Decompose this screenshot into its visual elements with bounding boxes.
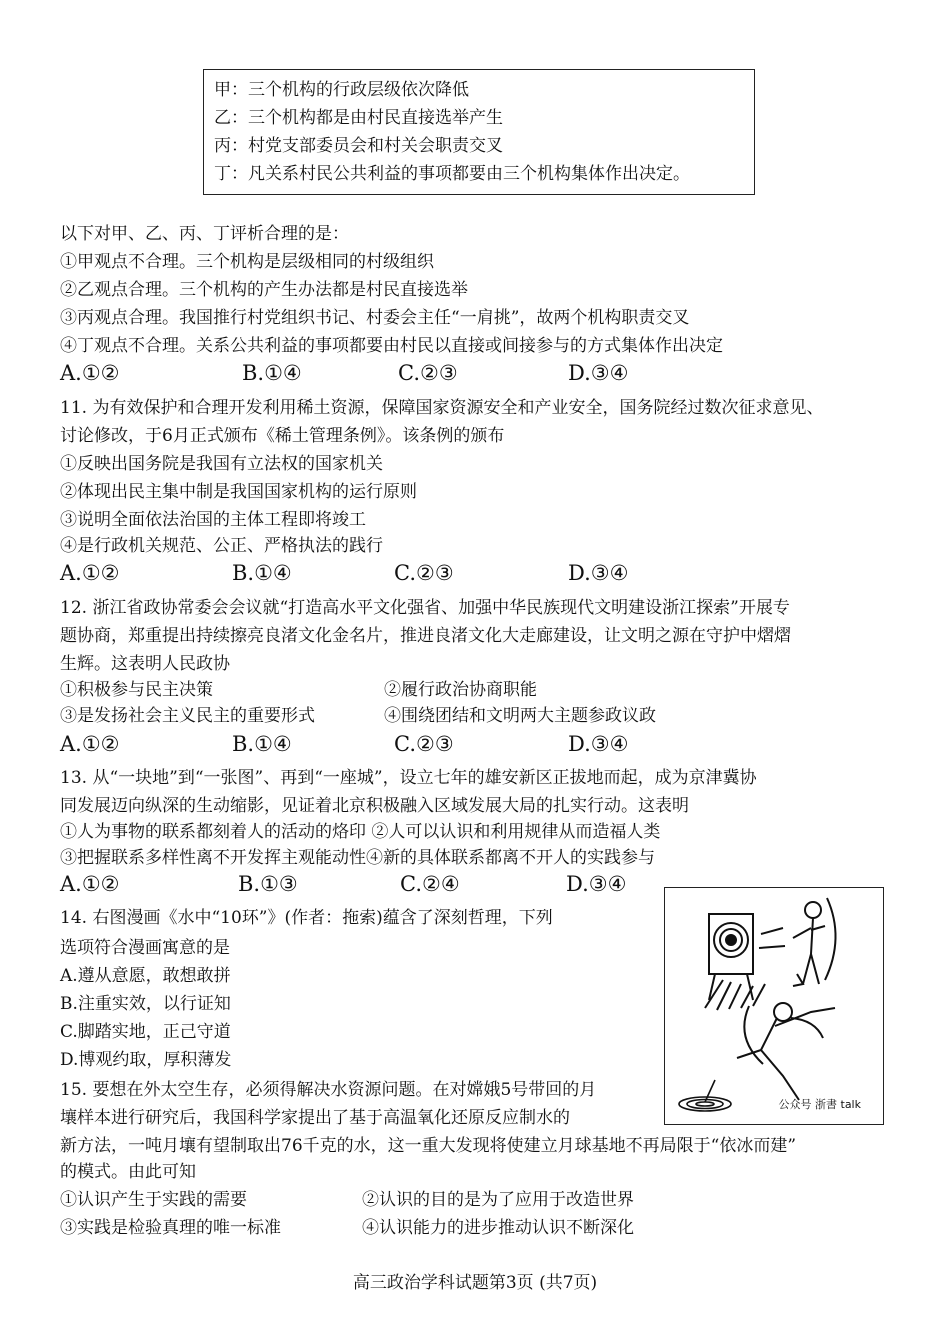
q14-option-c: C.脚踏实地，正己守道 [60,1022,231,1042]
q13-option-d: D.③④ [566,872,627,896]
q14-option-d: D.博观约取，厚积薄发 [60,1050,232,1070]
q15-item-4: ④认识能力的进步推动认识不断深化 [362,1218,634,1238]
q11-option-c: C.②③ [394,561,454,585]
q10-option-a: A.①② [60,361,120,385]
viewpoint-bing: 丙：村党支部委员会和村关会职责交叉 [214,136,503,156]
q15-stem-line-2: 壤样本进行研究后，我国科学家提出了基于高温氧化还原反应制水的 [60,1108,570,1128]
cartoon-water-ten-ring [664,887,884,1125]
q12-option-a: A.①② [60,732,120,756]
q12-option-c: C.②③ [394,732,454,756]
q15-stem-line-3: 新方法，一吨月壤有望制取出76千克的水，这一重大发现将使建立月球基地不再局限于“依冰而建” [60,1136,797,1156]
q13-option-a: A.①② [60,872,120,896]
q15-stem-line-1: 15. 要想在外太空生存，必须得解决水资源问题。在对嫦娥5号带回的月 [60,1080,597,1100]
q14-option-b: B.注重实效，以行证知 [60,994,231,1014]
q12-option-d: D.③④ [568,732,629,756]
q12-item-1: ①积极参与民主决策 [60,680,213,700]
viewpoint-jia: 甲：三个机构的行政层级依次降低 [214,80,469,100]
page-footer: 高三政治学科试题第3页 (共7页) [352,1273,598,1293]
q10-item-2: ②乙观点合理。三个机构的产生办法都是村民直接选举 [60,280,468,300]
q11-option-d: D.③④ [568,561,629,585]
q11-option-a: A.①② [60,561,120,585]
q11-item-3: ③说明全面依法治国的主体工程即将竣工 [60,510,366,530]
viewpoint-ding: 丁：凡关系村民公共利益的事项都要由三个机构集体作出决定。 [214,164,690,184]
q10-stem: 以下对甲、乙、丙、丁评析合理的是： [60,224,349,244]
q12-option-b: B.①④ [232,732,292,756]
q10-item-4: ④丁观点不合理。关系公共利益的事项都要由村民以直接或间接参与的方式集体作出决定 [60,336,723,356]
cartoon-credit: 公众号 浙書 talk [778,1098,861,1111]
q12-item-2: ②履行政治协商职能 [384,680,537,700]
q10-option-c: C.②③ [398,361,458,385]
q11-item-2: ②体现出民主集中制是我国国家机构的运行原则 [60,482,417,502]
q13-item-line-1: ①人为事物的联系都刻着人的活动的烙印 ②人可以认识和利用规律从而造福人类 [60,822,661,842]
q12-item-4: ④围绕团结和文明两大主题参政议政 [384,706,656,726]
q11-item-1: ①反映出国务院是我国有立法权的国家机关 [60,454,383,474]
q15-item-1: ①认识产生于实践的需要 [60,1190,247,1210]
q12-stem-line-2: 题协商，郑重提出持续擦亮良渚文化金名片，推进良渚文化大走廊建设，让文明之源在守护中熠熠 [60,626,791,646]
q10-item-3: ③丙观点合理。我国推行村党组织书记、村委会主任“一肩挑”，故两个机构职责交叉 [60,308,690,328]
q13-option-c: C.②④ [400,872,460,896]
q11-stem-line-2: 讨论修改，于6月正式颁布《稀土管理条例》。该条例的颁布 [60,426,505,446]
q15-stem-line-4: 的模式。由此可知 [60,1162,196,1182]
q11-option-b: B.①④ [232,561,292,585]
q15-item-3: ③实践是检验真理的唯一标准 [60,1218,281,1238]
viewpoint-yi: 乙：三个机构都是由村民直接选举产生 [214,108,503,128]
q10-option-b: B.①④ [242,361,302,385]
viewpoint-box [203,69,755,195]
q12-stem-line-3: 生辉。这表明人民政协 [60,654,230,674]
q11-item-4: ④是行政机关规范、公正、严格执法的践行 [60,536,383,556]
q13-stem-line-2: 同发展迈向纵深的生动缩影，见证着北京积极融入区域发展大局的扎实行动。这表明 [60,796,689,816]
q14-stem-line-1: 14. 右图漫画《水中“10环”》(作者：拖索)蕴含了深刻哲理，下列 [60,908,553,928]
q12-stem-line-1: 12. 浙江省政协常委会会议就“打造高水平文化强省、加强中华民族现代文明建设浙江探索”开展专 [60,598,790,618]
q10-item-1: ①甲观点不合理。三个机构是层级相同的村级组织 [60,252,434,272]
q10-option-d: D.③④ [568,361,629,385]
q11-stem-line-1: 11. 为有效保护和合理开发利用稀土资源，保障国家资源安全和产业安全，国务院经过数次征求意见、 [60,398,824,418]
q14-option-a: A.遵从意愿，敢想敢拼 [60,966,231,986]
q13-stem-line-1: 13. 从“一块地”到“一张图”、再到“一座城”，设立七年的雄安新区正拔地而起，成为京津冀协 [60,768,757,788]
q13-item-line-2: ③把握联系多样性离不开发挥主观能动性④新的具体联系都离不开人的实践参与 [60,848,655,868]
q12-item-3: ③是发扬社会主义民主的重要形式 [60,706,315,726]
q15-item-2: ②认识的目的是为了应用于改造世界 [362,1190,634,1210]
q13-option-b: B.①③ [238,872,298,896]
q14-stem-line-2: 选项符合漫画寓意的是 [60,938,230,958]
cartoon-illustration [665,888,883,1124]
